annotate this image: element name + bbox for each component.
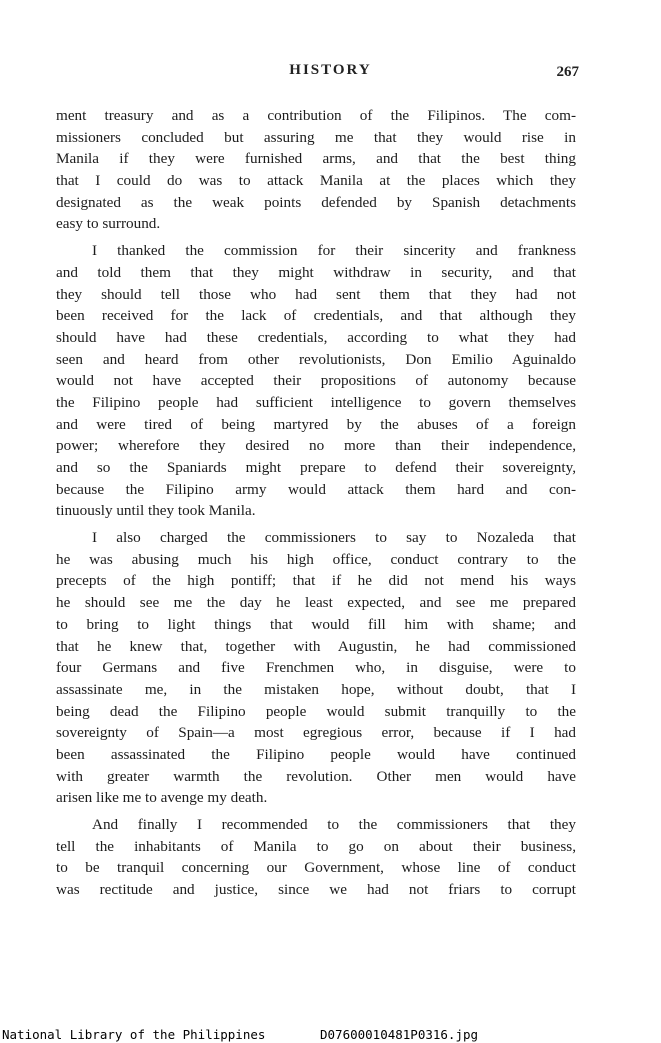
text-line: Manila if they were furnished arms, and that the best thing [56,150,576,168]
text-line: to be tranquil concerning our Government, whose line of conduct [56,859,576,877]
text-line: that he knew that, together with Augustin, he had commissioned [56,637,576,655]
text-line: should have had these credentials, according to what they had [56,328,576,346]
text-line: would not have accepted their propositions of autonomy because [56,372,576,390]
text-line: was rectitude and justice, since we had not friars to corrupt [56,881,576,899]
text-line: they should tell those who had sent them that they had not [56,285,576,303]
text-line: I thanked the commission for their sincerity and frankness [92,242,576,260]
text-line: assassinate me, in the mistaken hope, without doubt, that I [56,680,576,698]
text-line: with greater warmth the revolution. Other men would have [56,767,576,785]
text-line: that I could do was to attack Manila at the places which they [56,172,576,190]
footer-filename: D07600010481P0316.jpg [320,1027,479,1042]
paragraph [56,105,576,235]
text-line: ment treasury and as a contribution of the Filipinos. The com- [56,107,576,124]
text-line: precepts of the high pontiff; that if he did not mend his ways [56,572,576,590]
paragraph [56,814,576,901]
text-line: tell the inhabitants of Manila to go on about their business, [56,837,576,855]
text-line: been received for the lack of credentials, and that although they [56,307,576,325]
text-line: to bring to light things that would fill him with shame; and [56,615,576,633]
text-line: being dead the Filipino people would submit tranquilly to the [56,702,576,720]
page-number: 267 [556,64,579,80]
text-line: sovereignty of Spain—a most egregious error, because if I had [56,724,576,742]
text-line: easy to surround. [56,215,161,233]
scan-footer [2,1027,657,1043]
running-head [0,62,661,82]
text-line: tinuously until they took Manila. [56,502,256,520]
text-line: designated as the weak points defended by Spanish detachments [56,193,576,211]
text-line: four Germans and five Frenchmen who, in disguise, were to [56,659,576,677]
text-line: been assassinated the Filipino people would have continued [56,745,576,763]
text-line: missioners concluded but assuring me that they would rise in [56,128,576,146]
body-text [56,105,576,901]
text-line: he was abusing much his high office, conduct contrary to the [56,550,576,568]
running-head-title: HISTORY [289,62,372,78]
text-line: I also charged the commissioners to say to Nozaleda that [92,529,576,547]
text-line: because the Filipino army would attack them hard and con- [56,480,576,498]
text-line: and told them that they might withdraw in security, and that [56,263,576,281]
text-line: power; wherefore they desired no more than their independence, [56,437,576,455]
text-line: and so the Spaniards might prepare to defend their sovereignty, [56,459,576,476]
text-line: the Filipino people had sufficient intelligence to govern themselves [56,393,576,411]
text-line: and were tired of being martyred by the abuses of a foreign [56,415,576,433]
text-line: arisen like me to avenge my death. [56,789,268,807]
text-line: he should see me the day he least expected, and see me prepared [56,594,576,612]
text-line: And finally I recommended to the commissioners that they [92,816,576,833]
footer-library-name: National Library of the Philippines [2,1027,266,1042]
text-line: seen and heard from other revolutionists, Don Emilio Aguinaldo [56,350,576,368]
paragraph [56,240,576,522]
paragraph [56,527,576,809]
